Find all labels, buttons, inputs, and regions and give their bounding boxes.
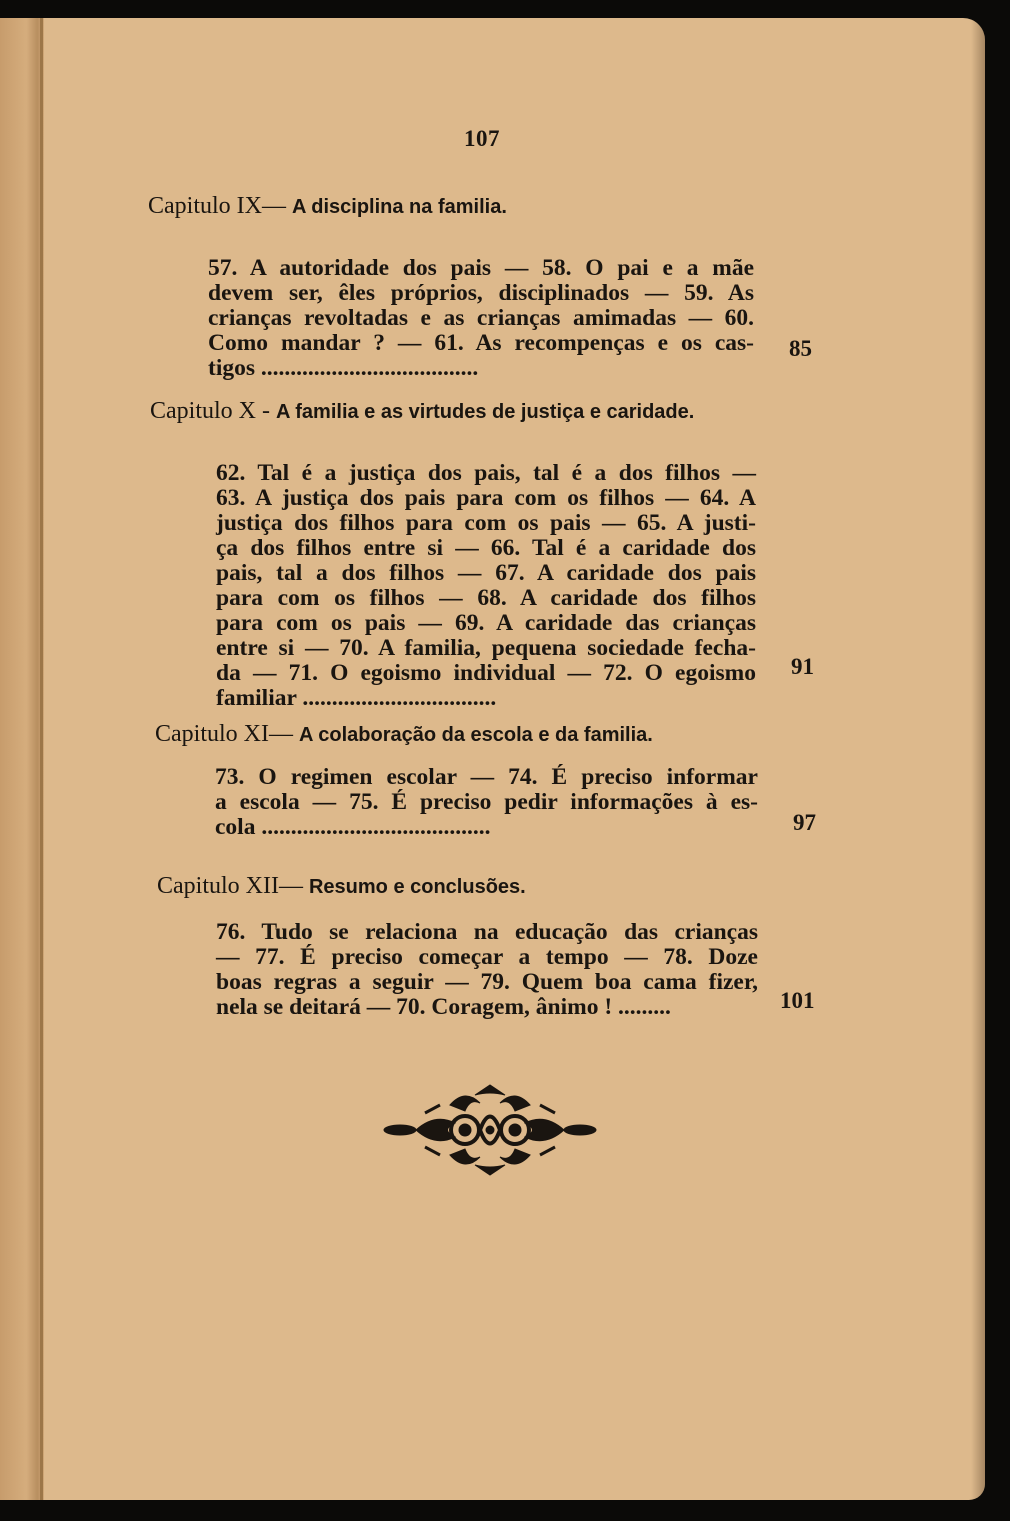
summary-line: pais, tal a dos filhos — 67. A caridade dos pais xyxy=(216,560,756,586)
chapter-heading-xi xyxy=(155,721,653,748)
summary-line: 62. Tal é a justiça dos pais, tal é a dos filhos — xyxy=(216,460,756,486)
chapter-title: A disciplina na familia. xyxy=(292,196,507,218)
summary-line: devem ser, êles próprios, disciplinados — 59. As xyxy=(208,280,754,306)
chapter-title: Resumo e conclusões. xyxy=(308,876,526,898)
summary-line: tigos ..................................... xyxy=(208,355,479,381)
summary-line: para com os filhos — 68. A caridade dos filhos xyxy=(216,585,756,611)
summary-line: 57. A autoridade dos pais — 58. O pai e a mãe xyxy=(208,255,754,281)
page-reference: 85 xyxy=(789,336,812,361)
chapter-heading-xii xyxy=(157,873,526,900)
summary-line: nela se deitará — 70. Coragem, ânimo ! ......... xyxy=(216,994,671,1020)
summary-line: 63. A justiça dos pais para com os filhos — 64. A xyxy=(216,485,756,511)
summary-line: justiça dos filhos para com os pais — 65. A justi- xyxy=(216,510,756,536)
page-reference: 101 xyxy=(780,988,815,1013)
summary-line: — 77. É preciso começar a tempo — 78. Doze xyxy=(216,944,758,970)
book-spine xyxy=(0,18,44,1500)
summary-line: a escola — 75. É preciso pedir informações à es- xyxy=(215,789,758,815)
spine-fold xyxy=(40,18,43,1500)
summary-line: crianças revoltadas e as crianças amimadas — 60. xyxy=(208,305,754,331)
page-number: 107 xyxy=(464,126,500,151)
chapter-summary-x xyxy=(216,461,756,711)
summary-line: da — 71. O egoismo individual — 72. O egoismo xyxy=(216,660,756,686)
summary-line: entre si — 70. A familia, pequena sociedade fecha- xyxy=(216,635,756,661)
chapter-summary-xii xyxy=(216,920,758,1020)
book-page xyxy=(0,18,985,1500)
summary-line: cola ....................................... xyxy=(215,814,491,840)
summary-line: familiar ................................. xyxy=(216,685,497,711)
chapter-title: A familia e as virtudes de justiça e caridade. xyxy=(276,401,695,423)
summary-line: boas regras a seguir — 79. Quem boa cama fizer, xyxy=(216,969,758,995)
summary-line: Como mandar ? — 61. As recompenças e os cas- xyxy=(208,330,754,356)
chapter-label: Capitulo IX— xyxy=(148,193,286,219)
chapter-label: Capitulo X - xyxy=(150,398,270,424)
chapter-summary-xi xyxy=(215,765,758,840)
page-reference: 91 xyxy=(791,654,814,679)
summary-line: 76. Tudo se relaciona na educação das crianças xyxy=(216,919,758,945)
summary-line: ça dos filhos entre si — 66. Tal é a caridade dos xyxy=(216,535,756,561)
chapter-label: Capitulo XI— xyxy=(155,721,293,747)
summary-line: 73. O regimen escolar — 74. É preciso informar xyxy=(215,764,758,790)
page-edge xyxy=(971,18,985,1500)
page-reference: 97 xyxy=(793,810,816,835)
chapter-title: A colaboração da escola e da familia. xyxy=(299,724,653,746)
chapter-heading-ix xyxy=(148,193,507,220)
chapter-label: Capitulo XII— xyxy=(157,873,303,899)
chapter-heading-x xyxy=(150,398,694,425)
chapter-summary-ix xyxy=(208,256,754,381)
fleuron-ornament-icon xyxy=(380,1083,600,1178)
summary-line: para com os pais — 69. A caridade das crianças xyxy=(216,610,756,636)
